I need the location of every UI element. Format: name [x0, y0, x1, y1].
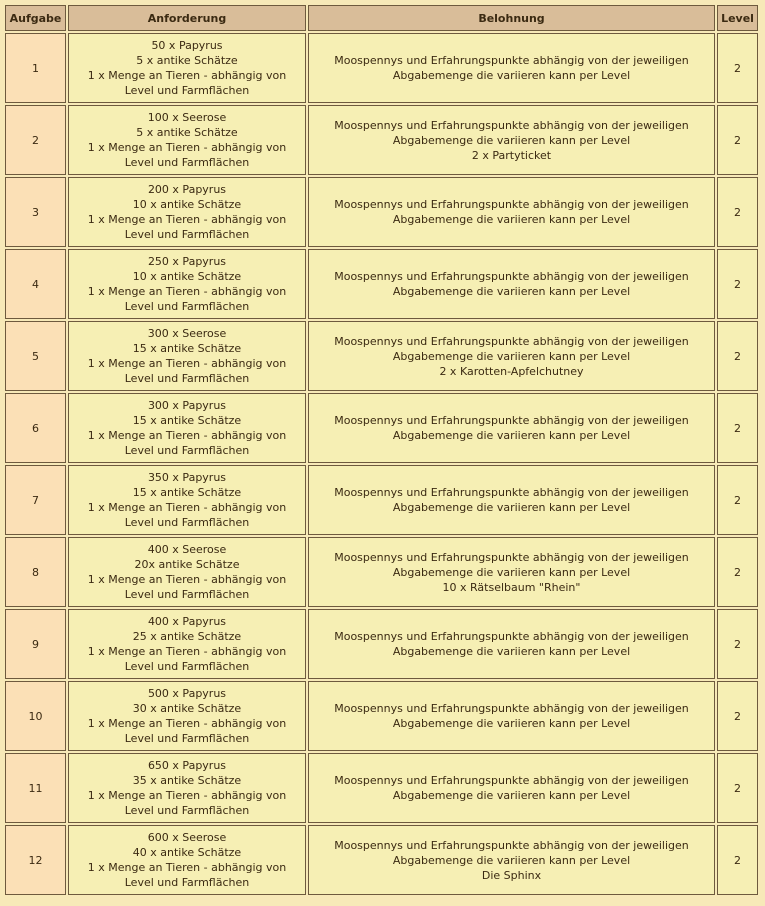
level-cell: 2 — [717, 825, 758, 895]
requirement-line: 10 x antike Schätze — [132, 198, 242, 211]
requirement-line: 10 x antike Schätze — [132, 270, 242, 283]
task-number: 8 — [5, 537, 66, 607]
requirement-line: 400 x Seerose — [147, 543, 227, 556]
table-row — [5, 177, 758, 247]
task-number: 9 — [5, 609, 66, 679]
reward-cell — [308, 177, 715, 247]
reward-line: Moospennys und Erfahrungspunkte abhängig von der jeweiligen — [334, 414, 689, 427]
reward-line: 2 x Karotten-Apfelchutney — [439, 364, 584, 378]
requirement-line: 25 x antike Schätze — [132, 630, 242, 643]
reward-cell — [308, 249, 715, 319]
reward-line: Moospennys und Erfahrungspunkte abhängig von der jeweiligen — [334, 118, 689, 132]
requirement-cell — [68, 609, 306, 679]
requirement-cell — [68, 465, 306, 535]
task-number: 7 — [5, 465, 66, 535]
column-header-requirement: Anforderung — [68, 5, 306, 31]
requirement-line: 350 x Papyrus — [147, 471, 227, 484]
task-number: 12 — [5, 825, 66, 895]
table-row — [5, 537, 758, 607]
tasks-table — [3, 3, 760, 897]
requirement-line: Level und Farmflächen — [124, 516, 250, 529]
table-row — [5, 33, 758, 103]
reward-line: Abgabemenge die variieren kann per Level — [392, 789, 631, 802]
requirement-line: Level und Farmflächen — [124, 228, 250, 241]
task-number: 5 — [5, 321, 66, 391]
task-number: 3 — [5, 177, 66, 247]
requirement-line: Level und Farmflächen — [124, 444, 250, 457]
requirement-line: 1 x Menge an Tieren - abhängig von — [87, 69, 287, 82]
table-row — [5, 105, 758, 175]
reward-cell — [308, 681, 715, 751]
reward-line: Abgabemenge die variieren kann per Level — [392, 285, 631, 298]
reward-line: 10 x Rätselbaum "Rhein" — [442, 580, 581, 594]
requirement-cell — [68, 537, 306, 607]
reward-line: Abgabemenge die variieren kann per Level — [392, 69, 631, 82]
requirement-line: 100 x Seerose — [147, 111, 227, 124]
reward-cell — [308, 537, 715, 607]
task-number: 4 — [5, 249, 66, 319]
reward-line: Moospennys und Erfahrungspunkte abhängig von der jeweiligen — [334, 270, 689, 283]
reward-line: Moospennys und Erfahrungspunkte abhängig von der jeweiligen — [334, 774, 689, 787]
level-cell: 2 — [717, 33, 758, 103]
requirement-line: Level und Farmflächen — [124, 804, 250, 817]
table-row — [5, 609, 758, 679]
requirement-line: 1 x Menge an Tieren - abhängig von — [87, 861, 287, 874]
requirement-line: 1 x Menge an Tieren - abhängig von — [87, 213, 287, 226]
reward-line: Abgabemenge die variieren kann per Level — [392, 501, 631, 514]
requirement-cell — [68, 393, 306, 463]
task-number: 11 — [5, 753, 66, 823]
requirement-cell — [68, 321, 306, 391]
reward-line: Moospennys und Erfahrungspunkte abhängig von der jeweiligen — [334, 702, 689, 715]
table-row — [5, 753, 758, 823]
column-header-task: Aufgabe — [5, 5, 66, 31]
level-cell: 2 — [717, 393, 758, 463]
requirement-line: Level und Farmflächen — [124, 876, 250, 889]
level-cell: 2 — [717, 537, 758, 607]
requirement-line: 500 x Papyrus — [147, 687, 227, 700]
requirement-line: 1 x Menge an Tieren - abhängig von — [87, 141, 287, 154]
requirement-line: Level und Farmflächen — [124, 84, 250, 97]
reward-line: Moospennys und Erfahrungspunkte abhängig von der jeweiligen — [334, 630, 689, 643]
reward-cell — [308, 105, 715, 175]
level-cell: 2 — [717, 465, 758, 535]
requirement-line: 15 x antike Schätze — [132, 486, 242, 499]
requirement-line: Level und Farmflächen — [124, 156, 250, 169]
header-row — [5, 5, 758, 31]
reward-cell — [308, 321, 715, 391]
reward-cell — [308, 825, 715, 895]
reward-line: Abgabemenge die variieren kann per Level — [392, 565, 631, 579]
requirement-line: Level und Farmflächen — [124, 732, 250, 745]
requirement-cell — [68, 249, 306, 319]
reward-line: Abgabemenge die variieren kann per Level — [392, 349, 631, 363]
requirement-line: 250 x Papyrus — [147, 255, 227, 268]
reward-line: Abgabemenge die variieren kann per Level — [392, 645, 631, 658]
table-row — [5, 825, 758, 895]
reward-line: Die Sphinx — [481, 868, 542, 882]
table-row — [5, 321, 758, 391]
reward-line: Abgabemenge die variieren kann per Level — [392, 429, 631, 442]
requirement-line: 1 x Menge an Tieren - abhängig von — [87, 717, 287, 730]
reward-line: Abgabemenge die variieren kann per Level — [392, 213, 631, 226]
requirement-cell — [68, 681, 306, 751]
requirement-line: 300 x Papyrus — [147, 399, 227, 412]
requirement-cell — [68, 177, 306, 247]
requirement-line: 15 x antike Schätze — [132, 342, 242, 355]
task-number: 6 — [5, 393, 66, 463]
reward-line: Moospennys und Erfahrungspunkte abhängig von der jeweiligen — [334, 550, 689, 564]
reward-line: Abgabemenge die variieren kann per Level — [392, 717, 631, 730]
requirement-line: 1 x Menge an Tieren - abhängig von — [87, 573, 287, 586]
requirement-line: Level und Farmflächen — [124, 300, 250, 313]
level-cell: 2 — [717, 753, 758, 823]
requirement-line: 20x antike Schätze — [134, 558, 240, 571]
task-number: 10 — [5, 681, 66, 751]
level-cell: 2 — [717, 681, 758, 751]
reward-line: Moospennys und Erfahrungspunkte abhängig von der jeweiligen — [334, 838, 689, 852]
table-body — [5, 33, 758, 895]
level-cell: 2 — [717, 105, 758, 175]
requirement-cell — [68, 825, 306, 895]
task-number: 2 — [5, 105, 66, 175]
requirement-cell — [68, 33, 306, 103]
requirement-line: 1 x Menge an Tieren - abhängig von — [87, 357, 287, 370]
requirement-cell — [68, 105, 306, 175]
table-row — [5, 393, 758, 463]
table-row — [5, 465, 758, 535]
requirement-cell — [68, 753, 306, 823]
level-cell: 2 — [717, 321, 758, 391]
requirement-line: 15 x antike Schätze — [132, 414, 242, 427]
reward-cell — [308, 465, 715, 535]
requirement-line: 30 x antike Schätze — [132, 702, 242, 715]
requirement-line: Level und Farmflächen — [124, 372, 250, 385]
requirement-line: 200 x Papyrus — [147, 183, 227, 196]
column-header-level: Level — [717, 5, 758, 31]
reward-line: Moospennys und Erfahrungspunkte abhängig von der jeweiligen — [334, 198, 689, 211]
requirement-line: 35 x antike Schätze — [132, 774, 242, 787]
reward-cell — [308, 393, 715, 463]
requirement-line: 1 x Menge an Tieren - abhängig von — [87, 285, 287, 298]
requirement-line: 1 x Menge an Tieren - abhängig von — [87, 645, 287, 658]
requirement-line: 400 x Papyrus — [147, 615, 227, 628]
level-cell: 2 — [717, 177, 758, 247]
reward-cell — [308, 33, 715, 103]
requirement-line: 600 x Seerose — [147, 831, 227, 844]
reward-cell — [308, 753, 715, 823]
requirement-line: 5 x antike Schätze — [136, 54, 238, 67]
reward-line: Moospennys und Erfahrungspunkte abhängig von der jeweiligen — [334, 334, 689, 348]
table-row — [5, 681, 758, 751]
level-cell: 2 — [717, 609, 758, 679]
table-row — [5, 249, 758, 319]
requirement-line: 5 x antike Schätze — [136, 126, 238, 139]
requirement-line: 50 x Papyrus — [151, 39, 223, 52]
level-cell: 2 — [717, 249, 758, 319]
requirement-line: 650 x Papyrus — [147, 759, 227, 772]
requirement-line: 1 x Menge an Tieren - abhängig von — [87, 789, 287, 802]
reward-line: Moospennys und Erfahrungspunkte abhängig von der jeweiligen — [334, 486, 689, 499]
reward-line: Abgabemenge die variieren kann per Level — [392, 133, 631, 147]
reward-cell — [308, 609, 715, 679]
requirement-line: 1 x Menge an Tieren - abhängig von — [87, 429, 287, 442]
reward-line: 2 x Partyticket — [471, 148, 552, 162]
requirement-line: 40 x antike Schätze — [132, 846, 242, 859]
requirement-line: 1 x Menge an Tieren - abhängig von — [87, 501, 287, 514]
requirement-line: 300 x Seerose — [147, 327, 227, 340]
task-number: 1 — [5, 33, 66, 103]
requirement-line: Level und Farmflächen — [124, 660, 250, 673]
requirement-line: Level und Farmflächen — [124, 588, 250, 601]
column-header-reward: Belohnung — [308, 5, 715, 31]
reward-line: Moospennys und Erfahrungspunkte abhängig von der jeweiligen — [334, 54, 689, 67]
reward-line: Abgabemenge die variieren kann per Level — [392, 853, 631, 867]
